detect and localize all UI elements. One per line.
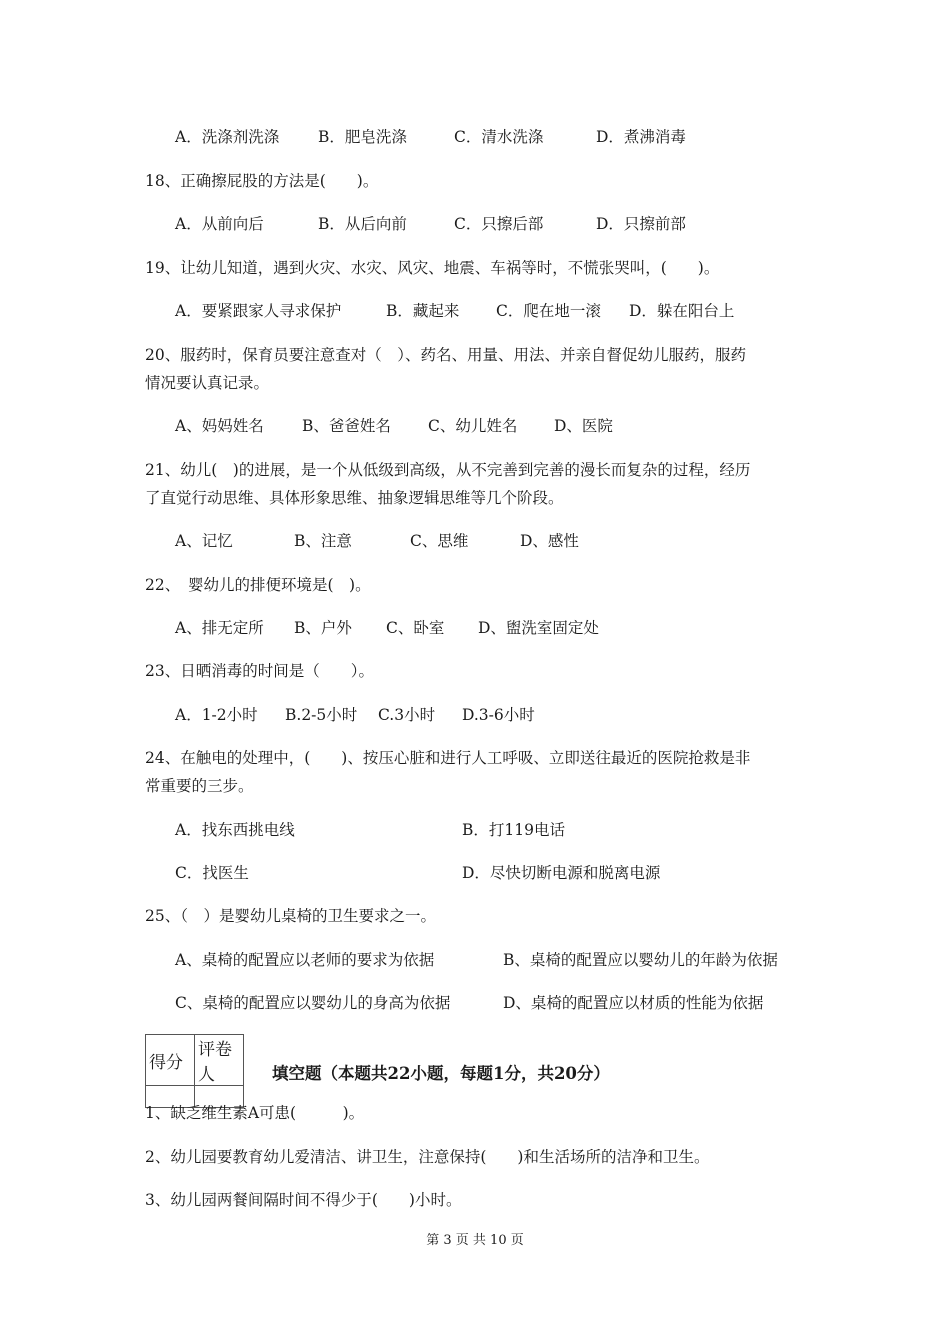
- q20-stem-line1: 20、服药时，保育员要注意查对（ ）、药名、用量、用法、并亲自督促幼儿服药，服药: [145, 346, 746, 364]
- q18-option-a: A．从前向后: [175, 215, 264, 233]
- q18-option-c: C．只擦后部: [454, 215, 544, 233]
- q19-option-d: D．躲在阳台上: [629, 302, 735, 320]
- grader-label: 评卷人: [195, 1035, 244, 1086]
- q20-option-a: A、妈妈姓名: [175, 417, 264, 435]
- q25-option-a: A、桌椅的配置应以老师的要求为依据: [175, 951, 435, 969]
- q20-option-b: B、爸爸姓名: [302, 417, 391, 435]
- q21-option-d: D、感性: [520, 532, 579, 550]
- fill-question-3: 3、幼儿园两餐间隔时间不得少于( )小时。: [145, 1191, 462, 1209]
- q18-stem: 18、正确擦屁股的方法是( )。: [145, 172, 379, 190]
- q25-option-c: C、桌椅的配置应以婴幼儿的身高为依据: [175, 994, 451, 1012]
- score-box: [145, 1034, 244, 1108]
- q25-option-d: D、桌椅的配置应以材质的性能为依据: [503, 994, 764, 1012]
- q18-option-b: B．从后向前: [318, 215, 407, 233]
- q22-option-b: B、户外: [294, 619, 352, 637]
- q17-option-d: D．煮沸消毒: [596, 128, 686, 146]
- q24-option-d: D．尽快切断电源和脱离电源: [462, 864, 661, 882]
- fill-question-1: 1、缺乏维生素A可患( )。: [145, 1104, 365, 1122]
- fill-question-2: 2、幼儿园要教育幼儿爱清洁、讲卫生，注意保持( )和生活场所的洁净和卫生。: [145, 1148, 710, 1166]
- q22-option-a: A、排无定所: [175, 619, 264, 637]
- q21-option-c: C、思维: [410, 532, 469, 550]
- q23-stem: 23、日晒消毒的时间是（ ）。: [145, 662, 374, 680]
- q21-option-b: B、注意: [294, 532, 352, 550]
- q20-stem-line2: 情况要认真记录。: [145, 374, 270, 392]
- q24-option-b: B．打119电话: [462, 821, 565, 839]
- q25-stem: 25、（ ）是婴幼儿桌椅的卫生要求之一。: [145, 907, 436, 925]
- q25-option-b: B、桌椅的配置应以婴幼儿的年龄为依据: [503, 951, 778, 969]
- q24-option-a: A．找东西挑电线: [175, 821, 295, 839]
- q24-stem-line2: 常重要的三步。: [145, 777, 254, 795]
- section-title: 填空题（本题共22小题，每题1分，共20分）: [272, 1064, 610, 1083]
- q19-option-c: C．爬在地一滚: [496, 302, 601, 320]
- q22-option-d: D、盥洗室固定处: [478, 619, 599, 637]
- score-label: 得分: [146, 1035, 195, 1086]
- q19-option-a: A．要紧跟家人寻求保护: [175, 302, 342, 320]
- q21-option-a: A、记忆: [175, 532, 233, 550]
- q24-option-c: C．找医生: [175, 864, 249, 882]
- q20-option-d: D、医院: [554, 417, 613, 435]
- q20-option-c: C、幼儿姓名: [428, 417, 518, 435]
- page-footer: 第 3 页 共 10 页: [426, 1233, 524, 1248]
- q21-stem-line2: 了直觉行动思维、具体形象思维、抽象逻辑思维等几个阶段。: [145, 489, 564, 507]
- q22-stem: 22、 婴幼儿的排便环境是( )。: [145, 576, 371, 594]
- q17-option-a: A．洗涤剂洗涤: [175, 128, 280, 146]
- q17-option-b: B．肥皂洗涤: [318, 128, 407, 146]
- q23-option-a: A．1-2小时: [175, 706, 258, 724]
- q24-stem-line1: 24、在触电的处理中，( )、按压心脏和进行人工呼吸、立即送往最近的医院抢救是非: [145, 749, 751, 767]
- q19-stem: 19、让幼儿知道，遇到火灾、水灾、风灾、地震、车祸等时，不慌张哭叫，( )。: [145, 259, 720, 277]
- q23-option-c: C.3小时: [378, 706, 436, 724]
- q19-option-b: B．藏起来: [386, 302, 460, 320]
- q22-option-c: C、卧室: [386, 619, 445, 637]
- q17-option-c: C．清水洗涤: [454, 128, 544, 146]
- q18-option-d: D．只擦前部: [596, 215, 686, 233]
- q23-option-d: D.3-6小时: [462, 706, 535, 724]
- q21-stem-line1: 21、幼儿( )的进展，是一个从低级到高级，从不完善到完善的漫长而复杂的过程，经历: [145, 461, 751, 479]
- q23-option-b: B.2-5小时: [285, 706, 358, 724]
